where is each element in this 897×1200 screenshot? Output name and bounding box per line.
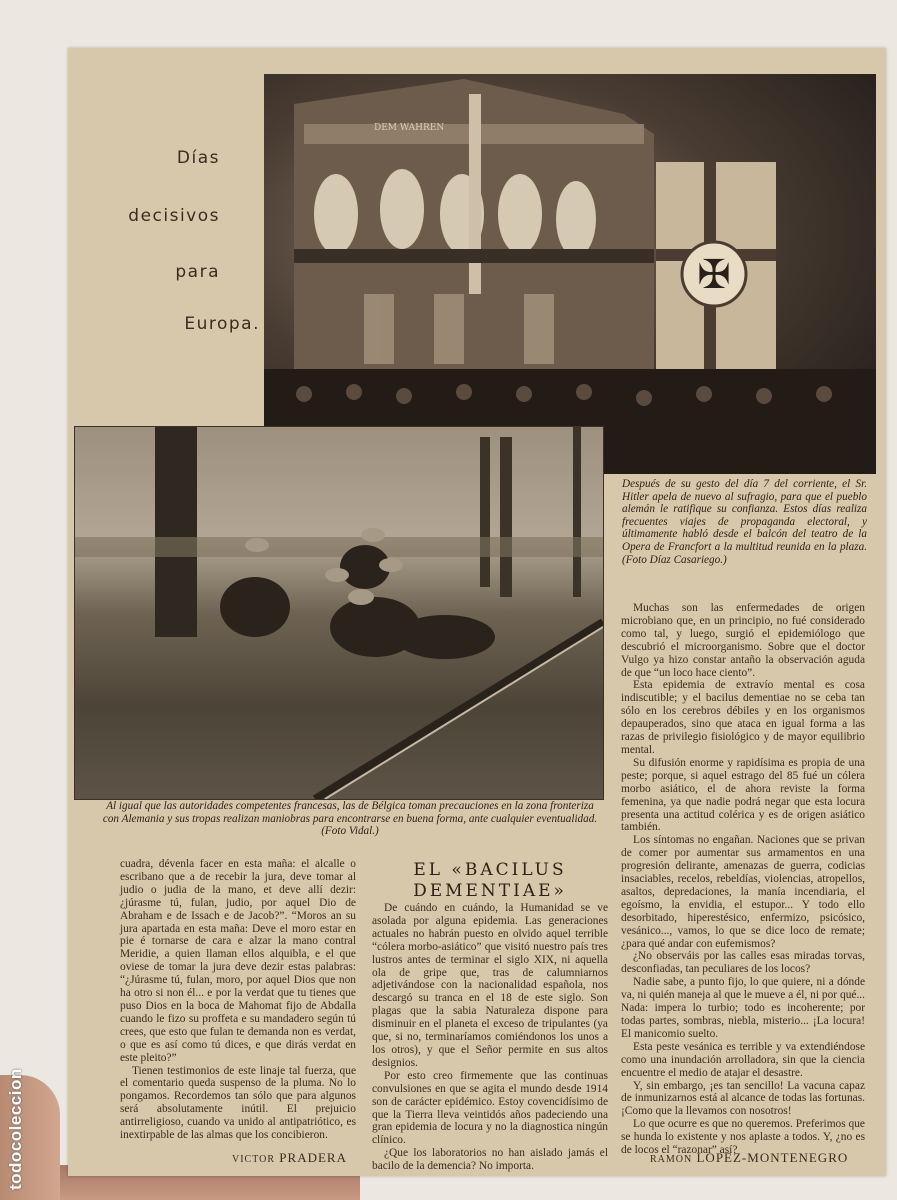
author-signature-pradera bbox=[232, 1150, 347, 1166]
paragraph: cuadra, dévenla facer en esta maña: el alcalle o escribano que a de recebir la jura, deve tomar al judio o judia de la mano, et deve allí dezir: ¿júrasme tú, fulan, judio, por aquel Dio de Abraham e de Issach e de Jacob?”. “Moros an su jura apartada en esta maña: Deve el moro estar en pie é tornarse de cara e alzar la mano contral Meridie, a quien llaman ellos alquibla, e el que oviese de tomar la jura deve dezir estas palabras: “¿Júrasme tú, fulan, moro, por aquel Dios que non ha otro si non él... e por la verdat que tu tienes que puso Dios en la boca de Mahomat fijo de Abdalla cuando le fizo su proffeta e su mandadero según tú crees, que esto que fulan te demanda non es verdat, o que es así como tú dices, e que dirás verdat en este pleito?” bbox=[120, 858, 356, 1064]
title-line: para bbox=[175, 262, 220, 282]
photo-belgian-troops bbox=[74, 426, 604, 800]
author-first-name: RAMON bbox=[650, 1154, 693, 1165]
building-inscription: DEM WAHREN bbox=[374, 123, 445, 133]
paragraph: Esta peste vesánica es terrible y va extendiéndose como una inundación arrolladora, sin que la ciencia encuentre el medio de atajar el desastre. bbox=[621, 1040, 865, 1079]
author-last-name: PRADERA bbox=[279, 1150, 347, 1165]
paragraph: De cuándo en cuándo, la Humanidad se ve asolada por alguna epidemia. Las generaciones actuales no habrán puesto en olvido aquel terrible “cólera morbo-asiático” que visitó nuestro país tres lustros antes de terminar el siglo XIX, ni aquella ola de gripe que, tras de calumniarnos adjetivándose con la nacionalidad española, nos descargó su tranca en el 18 de este siglo. Son plagas que la sabia Naturaleza dispone para disminuir en el planeta el exceso de tripulantes (ya que, si no, terminaríamos comiéndonos los unos a los otros), y que el Señor permite en sus altos designios. bbox=[372, 902, 608, 1069]
paragraph: ¿Que los laboratorios no han aislado jamás el bacilo de la demencia? No importa. bbox=[372, 1147, 608, 1173]
paragraph: Nadie sabe, a punto fijo, lo que quiere, ni a dónde va, ni quién maneja al que le mueve a él, ni por qué... Nada: impera lo turbio; todo es incoherente; por todas partes, sombras, niebla, misterio... ¡La locura! El manicomio suelto. bbox=[621, 976, 865, 1040]
paragraph: Su difusión enorme y rapidísima es propia de una peste; porque, si aquel estrago del 85 fué un cólera morbo asiático, el de ahora reviste la forma femenina, ya que nadie podrá negar que esta locura presenta una actitud colérica y es de origen asiático también. bbox=[621, 756, 865, 834]
paragraph: Y, sin embargo, ¡es tan sencillo! La vacuna capaz de inmunizarnos está al alcance de todas las fortunas. ¡Como que la llevamos con nosotros! bbox=[621, 1079, 865, 1118]
title-line: Días bbox=[176, 148, 220, 168]
article-headline: EL «BACILUS DEMENTIAE» bbox=[413, 860, 567, 901]
paragraph: ¿No observáis por las calles esas miradas torvas, desconfiadas, tan peculiares de los locos? bbox=[621, 950, 865, 976]
paragraph: Por esto creo firmemente que las continuas convulsiones en que se agita el mundo desde 1914 son de carácter epidémico. Estoy covencidísimo de que la Tierra lleva veintidós años padeciendo una gran epidemia de locura y no la diagnostica ningún clínico. bbox=[372, 1069, 608, 1147]
troops-illustration bbox=[75, 427, 603, 799]
paragraph: Tienen testimonios de este linaje tal fuerza, que el comentario queda suspenso de la pluma. No lo pongamos. Recordemos tan sólo que para algunos será absolutamente inútil. El prejuicio antirreligioso, cuando va unido al antipatriótico, es inextirpable de las almas que los concibieron. bbox=[120, 1064, 356, 1142]
author-last-name: LOPEZ-MONTENEGRO bbox=[696, 1150, 849, 1165]
title-line: Europa. bbox=[184, 314, 260, 334]
photo-caption-troops: Al igual que las autoridades competentes francesas, las de Bélgica toman precauciones en la zona fronteriza con Alemania y sus tropas realizan maniobras para encontrarse en buena forma, ante cualquier eventualidad. (Foto Vidal.) bbox=[102, 800, 598, 838]
article-pradera bbox=[120, 858, 356, 1142]
author-signature-lopez-montenegro bbox=[650, 1150, 848, 1166]
article-bacilus-part1 bbox=[372, 902, 608, 1173]
flag-emblem-icon: ✠ bbox=[697, 252, 731, 297]
photo-caption-hitler: Después de su gesto del día 7 del corriente, el Sr. Hitler apela de nuevo al sufragio, para que el pueblo alemán le ratifique su confianza. Estos días realiza frecuentes viajes de propaganda electoral, y últimamente habló desde el balcón del teatro de la Opera de Francfort a la multitud reunida en la plaza. (Foto Díaz Casariego.) bbox=[622, 478, 867, 566]
watermark: todocoleccion bbox=[6, 1068, 25, 1190]
section-title bbox=[75, 60, 260, 415]
article-bacilus-part2 bbox=[621, 602, 865, 1157]
paragraph: Lo que ocurre es que no queremos. Preferimos que se hunda lo existente y nos aplaste a todos. Y, ¿no es de locos el “razonar” así? bbox=[621, 1118, 865, 1157]
author-first-name: VICTOR bbox=[232, 1154, 276, 1165]
paragraph: Muchas son las enfermedades de origen microbiano que, en un principio, no fué considerado como tal, y luego, surgió el epidemiólogo que descubrió el microorganismo. Sobre que el doctor Vulgo ya hizo constar antaño la observación aguda de que “un loco hace ciento”. bbox=[621, 602, 865, 679]
paragraph: Los síntomas no engañan. Naciones que se privan de comer por aumentar sus armamentos en una progresión delirante, amenazas de guerra, codicias insaciables, recelos, rebeldías, violencias, atropellos, asaltos, depredaciones, la manía incendiaria, el egoísmo, la envidia, el estupor... Y todo ello desorbitado, hiperestésico, enfermizo, psicósico, vesánico..., vamos, lo que se dice loco de remate; ¿para qué andar con eufemismos? bbox=[621, 834, 865, 950]
title-line: decisivos bbox=[128, 206, 220, 226]
opera-building-illustration bbox=[264, 74, 876, 474]
photo-frankfurt-opera bbox=[264, 74, 876, 474]
paragraph: Esta epidemia de extravío mental es cosa indiscutible; y el bacilus dementiae no se ceba tan sólo en los cerebros débiles y en los organismos depauperados, sino que ataca en igual forma a las razas de privilegio fisiológico y de mayor equilibrio mental. bbox=[621, 679, 865, 756]
